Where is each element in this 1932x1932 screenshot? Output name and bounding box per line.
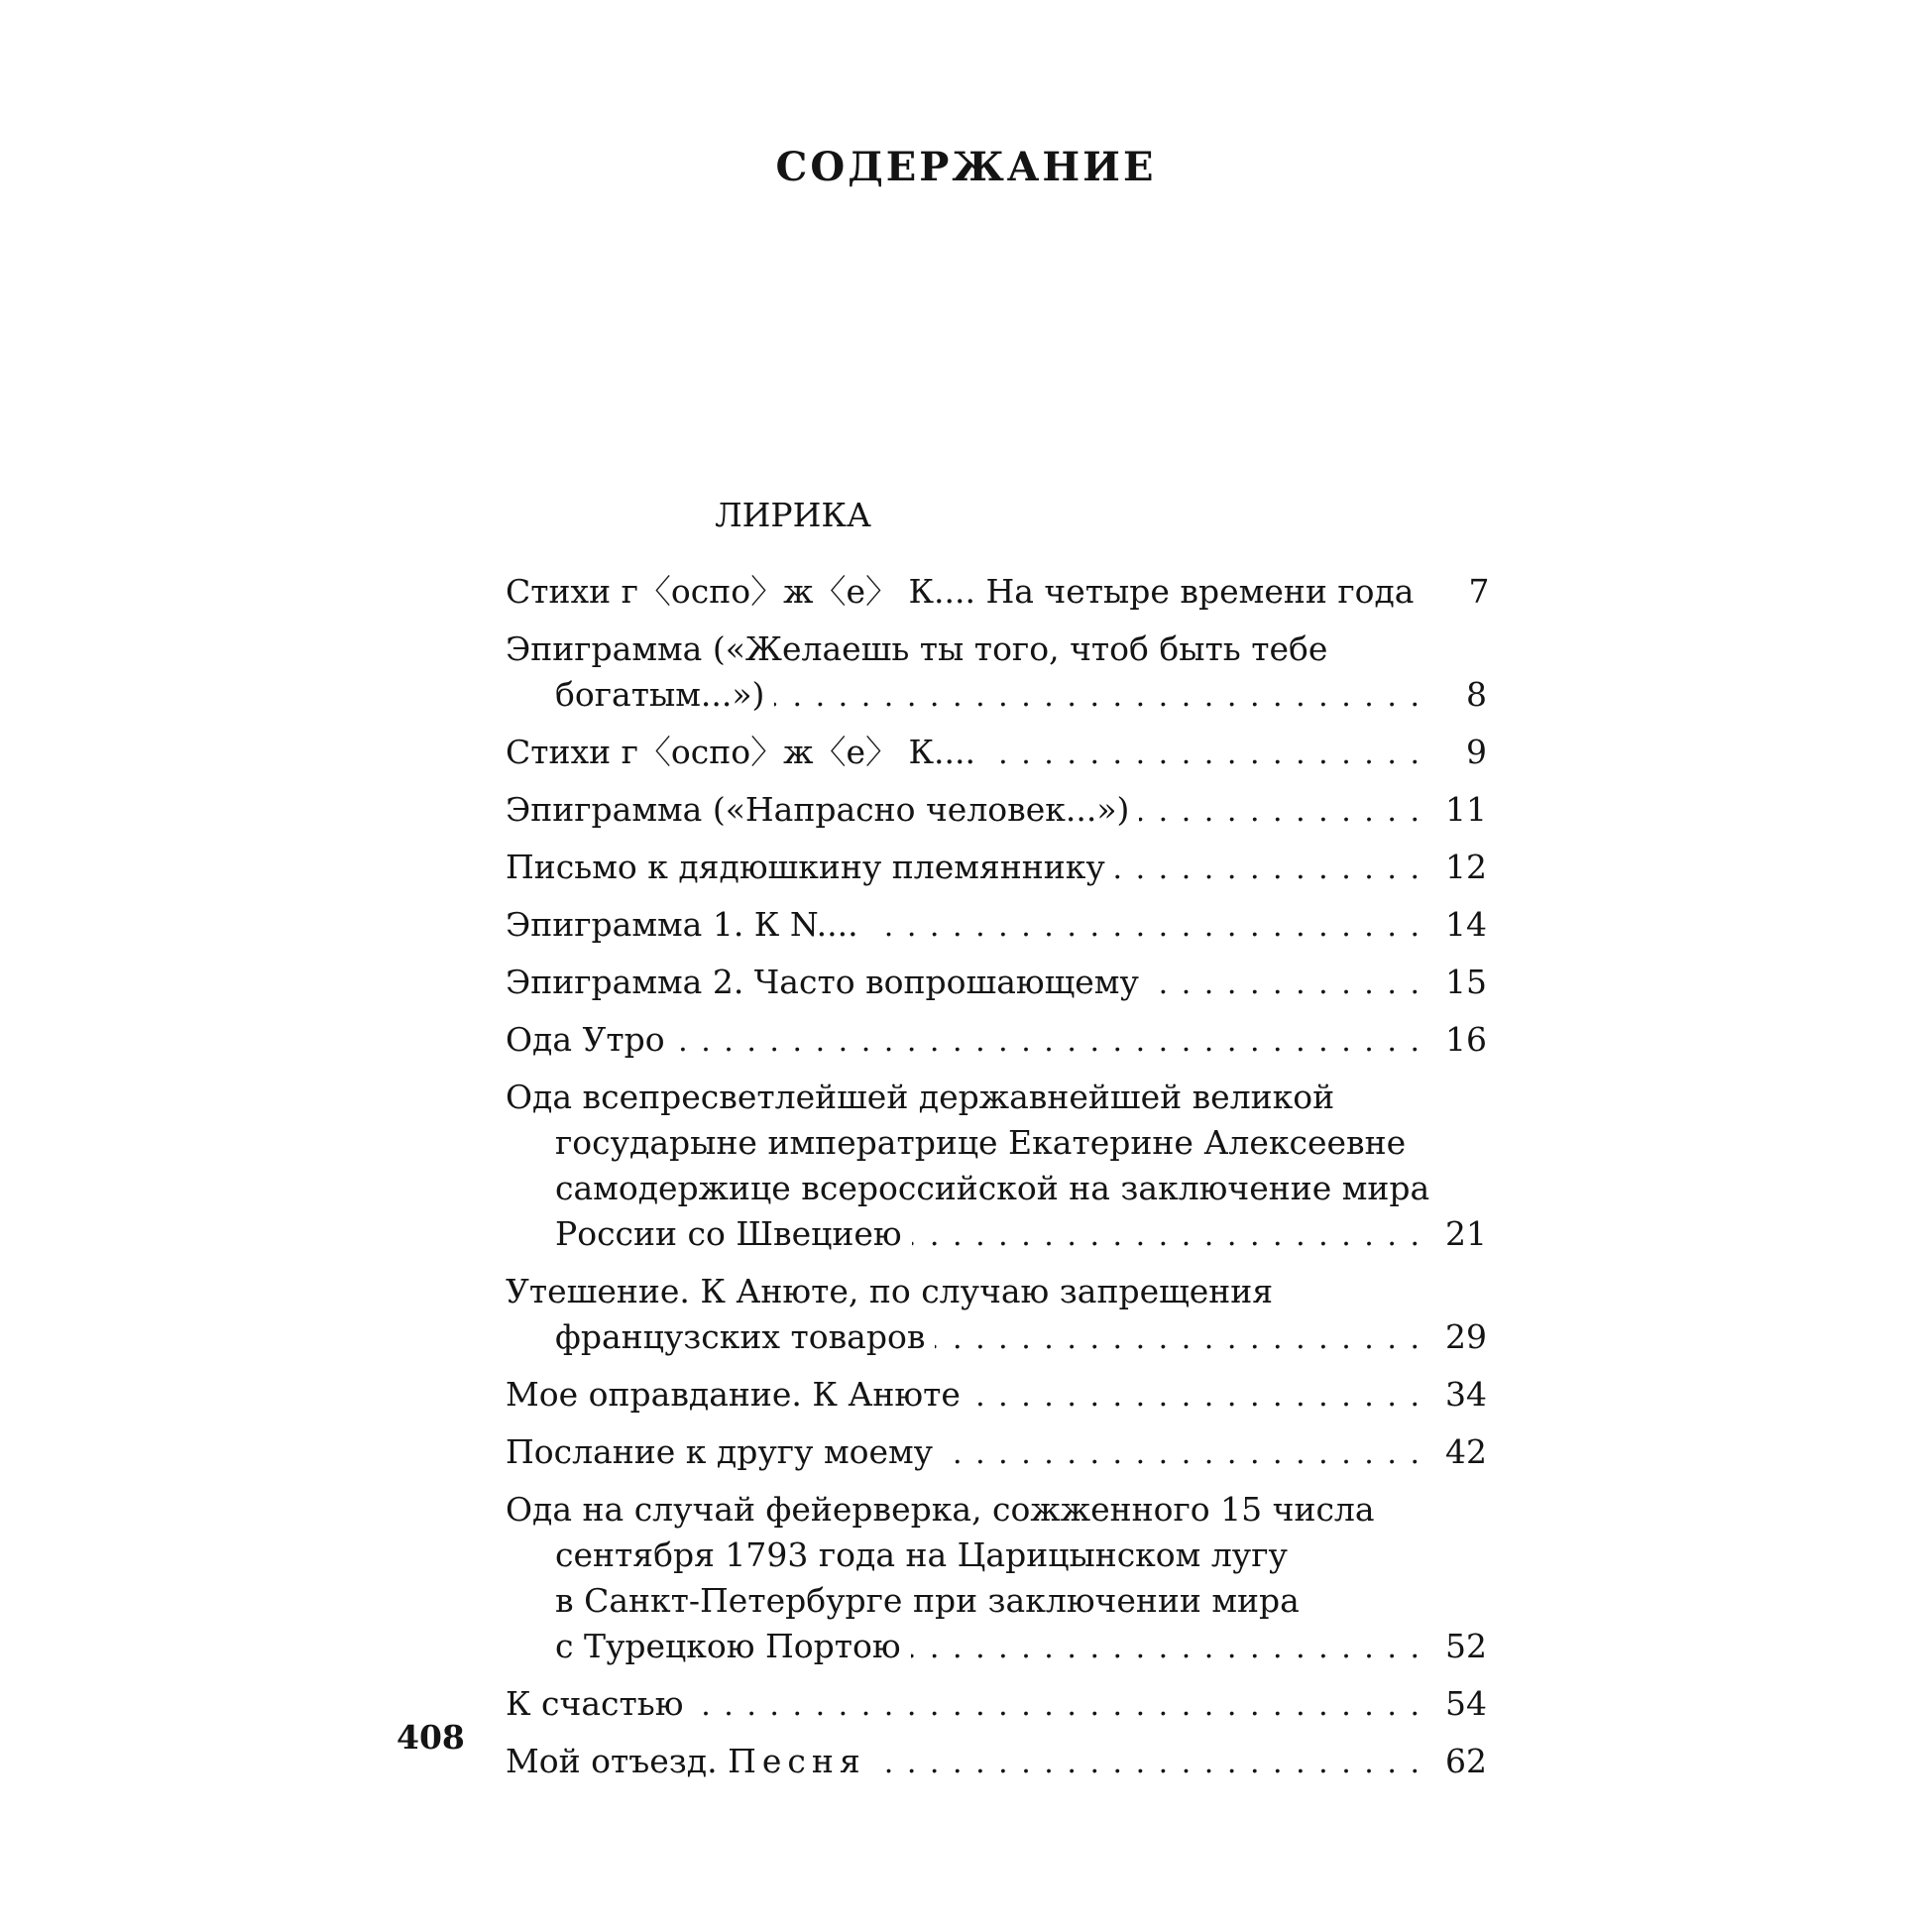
toc-entry-title bbox=[555, 1211, 902, 1257]
toc-entry[interactable] bbox=[506, 1681, 1487, 1729]
toc-entry-line: Эпиграмма («Желаешь ты того, чтоб быть тебе bbox=[506, 629, 1328, 668]
dot-leader bbox=[1115, 847, 1421, 892]
toc-entry-title bbox=[506, 1739, 866, 1784]
toc-entry-title bbox=[506, 787, 1129, 833]
toc-page-number: 8 bbox=[1466, 675, 1487, 714]
page-number: 408 bbox=[397, 1718, 465, 1757]
dot-leader bbox=[774, 674, 1421, 720]
toc-entry[interactable] bbox=[506, 1487, 1487, 1671]
toc-entry-title-text: Эпиграмма 2. Часто вопрошающему bbox=[506, 963, 1139, 1001]
toc-entry-title-text: К счастью bbox=[506, 1684, 684, 1723]
toc-entry-title bbox=[506, 960, 1139, 1005]
toc-entry-title-text: Стихи г〈оспо〉ж〈е〉 К.... На четыре времени года bbox=[506, 572, 1415, 611]
toc-entry-line: сентября 1793 года на Царицынском лугу bbox=[555, 1535, 1288, 1574]
toc-entry-title bbox=[506, 902, 858, 948]
toc-entry-line bbox=[506, 672, 1487, 720]
dot-leader bbox=[693, 1683, 1421, 1729]
toc-entry-line bbox=[506, 1429, 1487, 1477]
toc-entry[interactable] bbox=[506, 787, 1487, 835]
toc-entry-line bbox=[506, 1739, 1487, 1786]
toc-entry-line bbox=[506, 730, 1487, 777]
toc-entry-line: Ода всепресветлейшей державнейшей великой bbox=[506, 1078, 1335, 1116]
toc-page-number: 29 bbox=[1445, 1317, 1487, 1356]
toc-page-number: 9 bbox=[1466, 733, 1487, 771]
toc-entry-title bbox=[506, 1681, 683, 1727]
toc-page-number: 15 bbox=[1445, 963, 1487, 1001]
toc-entry-title-text: Мое оправдание. К Анюте bbox=[506, 1375, 961, 1414]
toc-page-number: 34 bbox=[1445, 1375, 1487, 1414]
dot-leader bbox=[1139, 789, 1421, 835]
toc-page-number: 16 bbox=[1445, 1020, 1487, 1059]
toc-entry-title bbox=[506, 845, 1105, 890]
toc-page-number: 21 bbox=[1445, 1214, 1487, 1253]
toc-entry-title bbox=[555, 1314, 925, 1360]
toc-entry[interactable] bbox=[506, 960, 1487, 1007]
toc-entry-title-text: Эпиграмма 1. К N.... bbox=[506, 905, 858, 944]
toc-page-number: 7 bbox=[1468, 572, 1490, 611]
toc-entry-title bbox=[506, 1017, 665, 1063]
toc-entry-title-text: Ода Утро bbox=[506, 1020, 665, 1059]
toc-entry-line bbox=[506, 1211, 1487, 1259]
toc-entry-title-text: французских товаров bbox=[555, 1317, 926, 1356]
toc-entry-line: самодержице всероссийской на заключение мира bbox=[555, 1169, 1430, 1207]
toc-entry-line bbox=[506, 1314, 1487, 1362]
toc-entry-title bbox=[506, 1429, 933, 1475]
dot-leader bbox=[943, 1431, 1421, 1477]
toc-entry-title-text: Эпиграмма («Напрасно человек...») bbox=[506, 790, 1130, 829]
toc-entry[interactable] bbox=[506, 569, 1490, 617]
toc-entry-line bbox=[506, 902, 1487, 950]
toc-entry-title-text: Письмо к дядюшкину племяннику bbox=[506, 848, 1105, 886]
toc-entry-line bbox=[506, 1017, 1487, 1065]
page-title: СОДЕРЖАНИЕ bbox=[775, 144, 1157, 190]
dot-leader bbox=[912, 1213, 1421, 1259]
section-title: ЛИРИКА bbox=[715, 496, 871, 534]
toc-entry-title bbox=[555, 672, 764, 718]
toc-page-number: 62 bbox=[1445, 1742, 1487, 1780]
toc-entry-title-text: богатым...») bbox=[555, 675, 765, 714]
toc-entry-line bbox=[506, 845, 1487, 892]
toc-entry-line bbox=[506, 1681, 1487, 1729]
dot-leader bbox=[1149, 962, 1421, 1007]
toc-entry-title bbox=[506, 569, 1414, 615]
toc-entry[interactable] bbox=[506, 1017, 1487, 1065]
toc-entry-line: в Санкт-Петербурге при заключении мира bbox=[555, 1581, 1300, 1620]
dot-leader bbox=[911, 1626, 1421, 1671]
toc-entry-line: Утешение. К Анюте, по случаю запрещения bbox=[506, 1272, 1274, 1310]
toc-entry-line bbox=[506, 1624, 1487, 1671]
toc-entry-title-text: Послание к другу моему bbox=[506, 1432, 934, 1471]
dot-leader bbox=[935, 1316, 1421, 1362]
toc-entry-line: Ода на случай фейерверка, сожженного 15 числа bbox=[506, 1490, 1375, 1529]
toc-entry-title bbox=[506, 730, 975, 775]
toc-entry-title bbox=[555, 1624, 901, 1669]
toc-entry-line: государыне императрице Екатерине Алексеевне bbox=[555, 1123, 1407, 1162]
toc-entry-line bbox=[506, 787, 1487, 835]
dot-leader bbox=[876, 1741, 1421, 1786]
toc-entry-title-text: России со Швециею bbox=[555, 1214, 902, 1253]
toc-entry[interactable] bbox=[506, 845, 1487, 892]
table-of-contents bbox=[506, 569, 1490, 1796]
toc-entry[interactable] bbox=[506, 1429, 1487, 1477]
dot-leader bbox=[970, 1374, 1421, 1420]
toc-entry-line bbox=[506, 960, 1487, 1007]
toc-entry[interactable] bbox=[506, 1075, 1487, 1259]
dot-leader bbox=[675, 1019, 1421, 1065]
toc-entry-title-text: Мой отъезд. bbox=[506, 1742, 718, 1780]
toc-page-number: 14 bbox=[1445, 905, 1487, 944]
toc-page-number: 52 bbox=[1445, 1627, 1487, 1665]
toc-entry-title-text: Стихи г〈оспо〉ж〈е〉 К.... bbox=[506, 733, 975, 771]
toc-entry[interactable] bbox=[506, 1372, 1487, 1420]
toc-page-number: 54 bbox=[1445, 1684, 1487, 1723]
toc-entry[interactable] bbox=[506, 1269, 1487, 1362]
toc-page-number: 42 bbox=[1445, 1432, 1487, 1471]
toc-entry[interactable] bbox=[506, 730, 1487, 777]
toc-entry-subtitle: Песня bbox=[728, 1742, 866, 1780]
toc-entry[interactable] bbox=[506, 1739, 1487, 1786]
dot-leader bbox=[985, 732, 1421, 777]
toc-entry-line bbox=[506, 1372, 1487, 1420]
dot-leader bbox=[868, 904, 1421, 950]
toc-entry-title-text: с Турецкою Портою bbox=[555, 1627, 901, 1665]
toc-entry-line bbox=[506, 569, 1490, 617]
toc-page-number: 12 bbox=[1445, 848, 1487, 886]
toc-entry-title bbox=[506, 1372, 961, 1418]
toc-page-number: 11 bbox=[1445, 790, 1487, 829]
toc-entry[interactable] bbox=[506, 902, 1487, 950]
toc-entry[interactable] bbox=[506, 626, 1487, 720]
